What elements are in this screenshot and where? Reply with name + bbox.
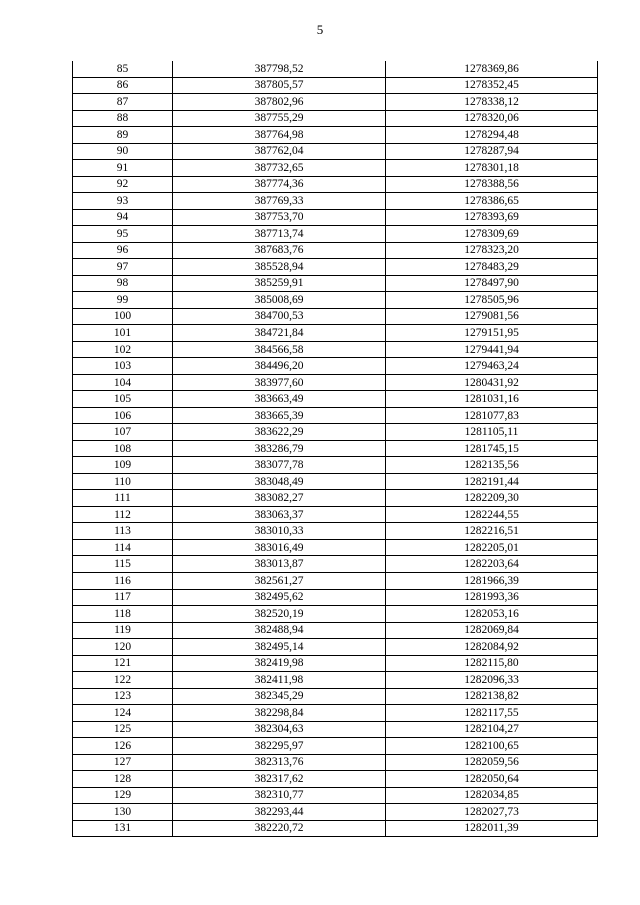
table-row — [73, 820, 598, 837]
table-row — [73, 143, 598, 160]
point-number-cell: 114 — [73, 539, 173, 556]
point-number-cell: 127 — [73, 754, 173, 771]
point-number-cell: 103 — [73, 358, 173, 375]
x-coordinate-cell: 387732,65 — [173, 160, 386, 177]
y-coordinate-cell: 1279151,95 — [386, 325, 598, 342]
table-row — [73, 308, 598, 325]
point-number-cell: 88 — [73, 110, 173, 127]
table-row — [73, 440, 598, 457]
table-row — [73, 523, 598, 540]
table-row — [73, 787, 598, 804]
y-coordinate-cell: 1281745,15 — [386, 440, 598, 457]
x-coordinate-cell: 383663,49 — [173, 391, 386, 408]
y-coordinate-cell: 1282053,16 — [386, 606, 598, 623]
table-row — [73, 539, 598, 556]
y-coordinate-cell: 1281966,39 — [386, 572, 598, 589]
y-coordinate-cell: 1282191,44 — [386, 473, 598, 490]
y-coordinate-cell: 1279463,24 — [386, 358, 598, 375]
y-coordinate-cell: 1282117,55 — [386, 705, 598, 722]
point-number-cell: 108 — [73, 440, 173, 457]
table-row — [73, 672, 598, 689]
y-coordinate-cell: 1282059,56 — [386, 754, 598, 771]
y-coordinate-cell: 1281105,11 — [386, 424, 598, 441]
x-coordinate-cell: 382304,63 — [173, 721, 386, 738]
x-coordinate-cell: 383063,37 — [173, 506, 386, 523]
table-row — [73, 688, 598, 705]
y-coordinate-cell: 1281077,83 — [386, 407, 598, 424]
point-number-cell: 121 — [73, 655, 173, 672]
y-coordinate-cell: 1278323,20 — [386, 242, 598, 259]
point-number-cell: 124 — [73, 705, 173, 722]
table-row — [73, 473, 598, 490]
y-coordinate-cell: 1282084,92 — [386, 639, 598, 656]
y-coordinate-cell: 1282034,85 — [386, 787, 598, 804]
point-number-cell: 102 — [73, 341, 173, 358]
y-coordinate-cell: 1281993,36 — [386, 589, 598, 606]
x-coordinate-cell: 383665,39 — [173, 407, 386, 424]
y-coordinate-cell: 1282027,73 — [386, 804, 598, 821]
coordinates-table — [72, 61, 598, 837]
x-coordinate-cell: 382488,94 — [173, 622, 386, 639]
table-row — [73, 358, 598, 375]
x-coordinate-cell: 385528,94 — [173, 259, 386, 276]
y-coordinate-cell: 1281031,16 — [386, 391, 598, 408]
x-coordinate-cell: 382295,97 — [173, 738, 386, 755]
table-row — [73, 176, 598, 193]
point-number-cell: 118 — [73, 606, 173, 623]
y-coordinate-cell: 1278497,90 — [386, 275, 598, 292]
y-coordinate-cell: 1278505,96 — [386, 292, 598, 309]
x-coordinate-cell: 383622,29 — [173, 424, 386, 441]
x-coordinate-cell: 382345,29 — [173, 688, 386, 705]
point-number-cell: 128 — [73, 771, 173, 788]
table-row — [73, 193, 598, 210]
point-number-cell: 94 — [73, 209, 173, 226]
table-row — [73, 655, 598, 672]
page-number: 5 — [316, 22, 324, 37]
y-coordinate-cell: 1278294,48 — [386, 127, 598, 144]
table-row — [73, 589, 598, 606]
x-coordinate-cell: 382313,76 — [173, 754, 386, 771]
x-coordinate-cell: 382293,44 — [173, 804, 386, 821]
x-coordinate-cell: 384566,58 — [173, 341, 386, 358]
table-row — [73, 804, 598, 821]
y-coordinate-cell: 1278393,69 — [386, 209, 598, 226]
point-number-cell: 129 — [73, 787, 173, 804]
x-coordinate-cell: 382310,77 — [173, 787, 386, 804]
point-number-cell: 93 — [73, 193, 173, 210]
table-row — [73, 738, 598, 755]
x-coordinate-cell: 382419,98 — [173, 655, 386, 672]
point-number-cell: 97 — [73, 259, 173, 276]
point-number-cell: 120 — [73, 639, 173, 656]
point-number-cell: 116 — [73, 572, 173, 589]
table-row — [73, 622, 598, 639]
y-coordinate-cell: 1282138,82 — [386, 688, 598, 705]
table-row — [73, 94, 598, 111]
point-number-cell: 106 — [73, 407, 173, 424]
point-number-cell: 87 — [73, 94, 173, 111]
x-coordinate-cell: 387764,98 — [173, 127, 386, 144]
table-row — [73, 275, 598, 292]
table-row — [73, 160, 598, 177]
point-number-cell: 105 — [73, 391, 173, 408]
y-coordinate-cell: 1282100,65 — [386, 738, 598, 755]
point-number-cell: 89 — [73, 127, 173, 144]
table-row — [73, 110, 598, 127]
point-number-cell: 85 — [73, 61, 173, 77]
point-number-cell: 131 — [73, 820, 173, 837]
table-row — [73, 572, 598, 589]
y-coordinate-cell: 1278320,06 — [386, 110, 598, 127]
x-coordinate-cell: 382220,72 — [173, 820, 386, 837]
x-coordinate-cell: 383010,33 — [173, 523, 386, 540]
x-coordinate-cell: 385259,91 — [173, 275, 386, 292]
point-number-cell: 113 — [73, 523, 173, 540]
x-coordinate-cell: 387805,57 — [173, 77, 386, 94]
y-coordinate-cell: 1282104,27 — [386, 721, 598, 738]
y-coordinate-cell: 1282096,33 — [386, 672, 598, 689]
table-row — [73, 61, 598, 77]
x-coordinate-cell: 387713,74 — [173, 226, 386, 243]
x-coordinate-cell: 387769,33 — [173, 193, 386, 210]
x-coordinate-cell: 383013,87 — [173, 556, 386, 573]
x-coordinate-cell: 387774,36 — [173, 176, 386, 193]
point-number-cell: 92 — [73, 176, 173, 193]
y-coordinate-cell: 1282203,64 — [386, 556, 598, 573]
x-coordinate-cell: 384496,20 — [173, 358, 386, 375]
x-coordinate-cell: 384700,53 — [173, 308, 386, 325]
point-number-cell: 91 — [73, 160, 173, 177]
table-row — [73, 209, 598, 226]
point-number-cell: 125 — [73, 721, 173, 738]
y-coordinate-cell: 1278386,65 — [386, 193, 598, 210]
table-row — [73, 754, 598, 771]
y-coordinate-cell: 1282069,84 — [386, 622, 598, 639]
table-row — [73, 341, 598, 358]
y-coordinate-cell: 1282011,39 — [386, 820, 598, 837]
y-coordinate-cell: 1279081,56 — [386, 308, 598, 325]
table-row — [73, 506, 598, 523]
x-coordinate-cell: 383286,79 — [173, 440, 386, 457]
point-number-cell: 95 — [73, 226, 173, 243]
point-number-cell: 122 — [73, 672, 173, 689]
x-coordinate-cell: 383048,49 — [173, 473, 386, 490]
y-coordinate-cell: 1278338,12 — [386, 94, 598, 111]
x-coordinate-cell: 383077,78 — [173, 457, 386, 474]
y-coordinate-cell: 1278483,29 — [386, 259, 598, 276]
y-coordinate-cell: 1282216,51 — [386, 523, 598, 540]
y-coordinate-cell: 1282209,30 — [386, 490, 598, 507]
point-number-cell: 111 — [73, 490, 173, 507]
point-number-cell: 110 — [73, 473, 173, 490]
table-row — [73, 391, 598, 408]
point-number-cell: 90 — [73, 143, 173, 160]
x-coordinate-cell: 382520,19 — [173, 606, 386, 623]
x-coordinate-cell: 384721,84 — [173, 325, 386, 342]
y-coordinate-cell: 1278301,18 — [386, 160, 598, 177]
x-coordinate-cell: 387683,76 — [173, 242, 386, 259]
point-number-cell: 123 — [73, 688, 173, 705]
y-coordinate-cell: 1282135,56 — [386, 457, 598, 474]
point-number-cell: 126 — [73, 738, 173, 755]
table-row — [73, 606, 598, 623]
point-number-cell: 100 — [73, 308, 173, 325]
x-coordinate-cell: 383016,49 — [173, 539, 386, 556]
y-coordinate-cell: 1280431,92 — [386, 374, 598, 391]
point-number-cell: 130 — [73, 804, 173, 821]
x-coordinate-cell: 387753,70 — [173, 209, 386, 226]
y-coordinate-cell: 1279441,94 — [386, 341, 598, 358]
table-row — [73, 127, 598, 144]
coordinates-table-body — [73, 61, 598, 837]
point-number-cell: 86 — [73, 77, 173, 94]
x-coordinate-cell: 382298,84 — [173, 705, 386, 722]
point-number-cell: 117 — [73, 589, 173, 606]
point-number-cell: 107 — [73, 424, 173, 441]
table-row — [73, 226, 598, 243]
table-row — [73, 639, 598, 656]
y-coordinate-cell: 1278287,94 — [386, 143, 598, 160]
table-row — [73, 556, 598, 573]
y-coordinate-cell: 1278369,86 — [386, 61, 598, 77]
table-row — [73, 424, 598, 441]
x-coordinate-cell: 387762,04 — [173, 143, 386, 160]
x-coordinate-cell: 382495,14 — [173, 639, 386, 656]
x-coordinate-cell: 387802,96 — [173, 94, 386, 111]
y-coordinate-cell: 1282244,55 — [386, 506, 598, 523]
table-row — [73, 705, 598, 722]
x-coordinate-cell: 387798,52 — [173, 61, 386, 77]
point-number-cell: 96 — [73, 242, 173, 259]
table-row — [73, 77, 598, 94]
y-coordinate-cell: 1282205,01 — [386, 539, 598, 556]
table-row — [73, 292, 598, 309]
y-coordinate-cell: 1278352,45 — [386, 77, 598, 94]
table-row — [73, 259, 598, 276]
x-coordinate-cell: 387755,29 — [173, 110, 386, 127]
table-row — [73, 721, 598, 738]
point-number-cell: 115 — [73, 556, 173, 573]
point-number-cell: 99 — [73, 292, 173, 309]
table-row — [73, 771, 598, 788]
point-number-cell: 98 — [73, 275, 173, 292]
table-row — [73, 490, 598, 507]
x-coordinate-cell: 383082,27 — [173, 490, 386, 507]
table-row — [73, 242, 598, 259]
table-row — [73, 374, 598, 391]
y-coordinate-cell: 1282115,80 — [386, 655, 598, 672]
x-coordinate-cell: 382317,62 — [173, 771, 386, 788]
table-row — [73, 325, 598, 342]
x-coordinate-cell: 382495,62 — [173, 589, 386, 606]
point-number-cell: 109 — [73, 457, 173, 474]
table-row — [73, 457, 598, 474]
y-coordinate-cell: 1278388,56 — [386, 176, 598, 193]
y-coordinate-cell: 1278309,69 — [386, 226, 598, 243]
table-row — [73, 407, 598, 424]
point-number-cell: 101 — [73, 325, 173, 342]
point-number-cell: 112 — [73, 506, 173, 523]
point-number-cell: 119 — [73, 622, 173, 639]
x-coordinate-cell: 382561,27 — [173, 572, 386, 589]
x-coordinate-cell: 382411,98 — [173, 672, 386, 689]
y-coordinate-cell: 1282050,64 — [386, 771, 598, 788]
x-coordinate-cell: 383977,60 — [173, 374, 386, 391]
x-coordinate-cell: 385008,69 — [173, 292, 386, 309]
point-number-cell: 104 — [73, 374, 173, 391]
